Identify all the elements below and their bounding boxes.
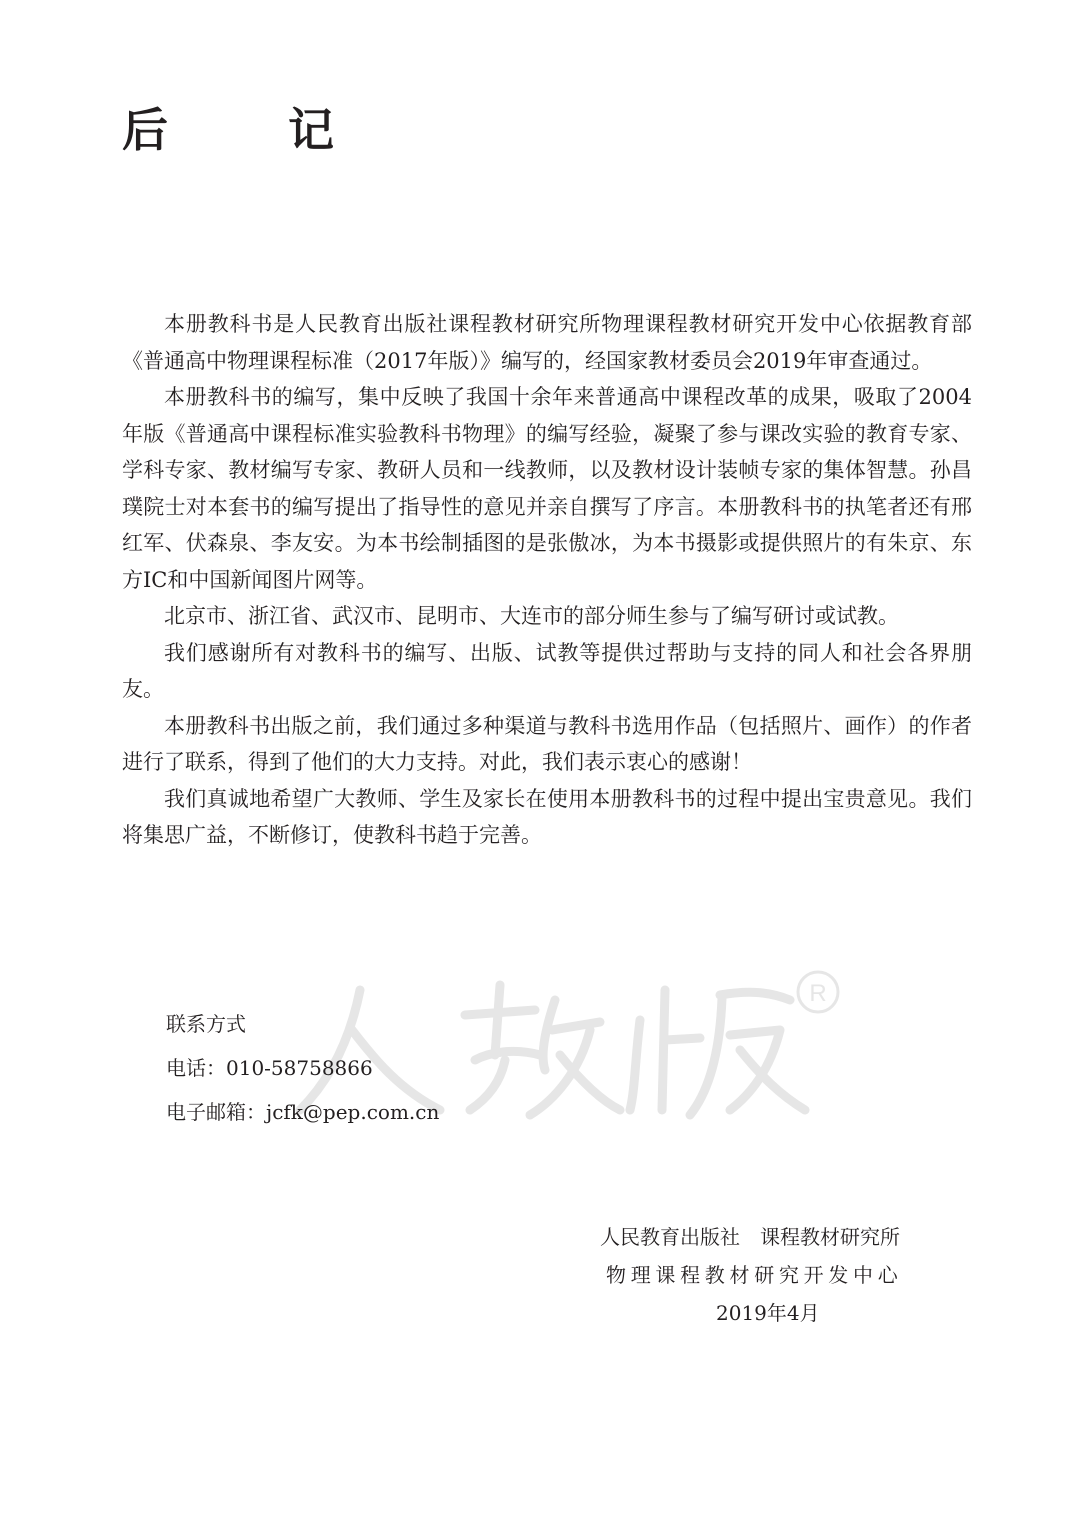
signoff-block (600, 1218, 930, 1332)
page-title: 后 记 (122, 103, 387, 157)
afterword-body (122, 306, 972, 854)
paragraph-3: 北京市、浙江省、武汉市、昆明市、大连市的部分师生参与了编写研讨或试教。 (164, 604, 899, 628)
paragraph-6: 我们真诚地希望广大教师、学生及家长在使用本册教科书的过程中提出宝贵意见。我们将集思广益，不断修订，使教科书趋于完善。 (122, 786, 972, 847)
paragraph-4: 我们感谢所有对教科书的编写、出版、试教等提供过帮助与支持的同人和社会各界朋友。 (122, 640, 972, 701)
signoff-publisher: 人民教育出版社 课程教材研究所 (600, 1225, 900, 1249)
contact-heading: 联系方式 (166, 1012, 246, 1036)
svg-text:R: R (809, 980, 827, 1007)
signoff-date: 2019年4月 (716, 1301, 820, 1325)
contact-block (166, 1002, 439, 1134)
signoff-center: 物理课程教材研究开发中心 (606, 1263, 903, 1287)
registered-mark (798, 972, 838, 1012)
contact-phone: 电话：010-58758866 (166, 1056, 373, 1080)
contact-email: 电子邮箱：jcfk@pep.com.cn (166, 1100, 440, 1124)
paragraph-5: 本册教科书出版之前，我们通过多种渠道与教科书选用作品（包括照片、画作）的作者进行了联系，得到了他们的大力支持。对此，我们表示衷心的感谢！ (122, 713, 972, 774)
paragraph-2: 本册教科书的编写，集中反映了我国十余年来普通高中课程改革的成果，吸取了2004年版《普通高中课程标准实验教科书物理》的编写经验，凝聚了参与课改实验的教育专家、学科专家、教材编写专家、教研人员和一线教师，以及教材设计装帧专家的集体智慧。孙昌璞院士对本套书的编写提出了指导性的意见并亲自撰写了序言。本册教科书的执笔者还有邢红军、伏森泉、李友安。为本书绘制插图的是张傲冰，为本书摄影或提供照片的有朱京、东方IC和中国新闻图片网等。 (122, 385, 972, 592)
paragraph-1: 本册教科书是人民教育出版社课程教材研究所物理课程教材研究开发中心依据教育部《普通高中物理课程标准（2017年版）》编写的，经国家教材委员会2019年审查通过。 (122, 312, 972, 373)
